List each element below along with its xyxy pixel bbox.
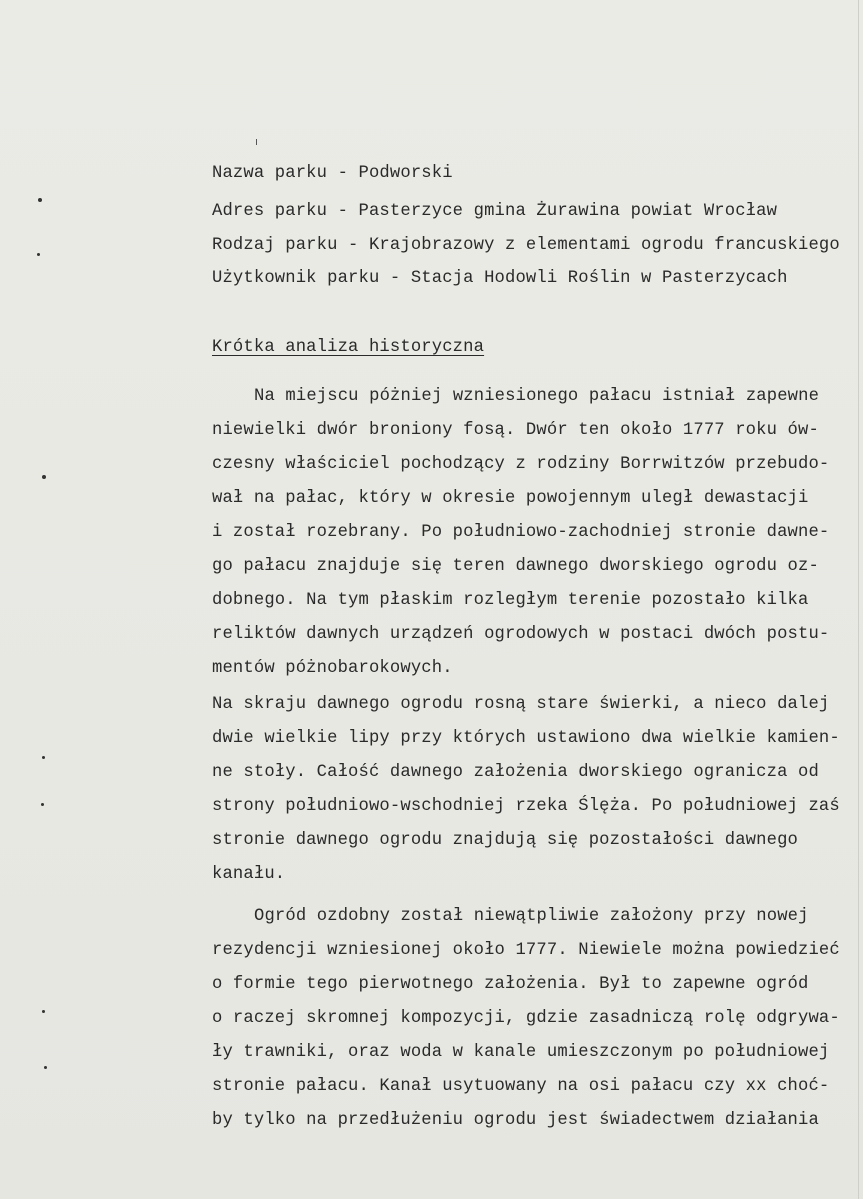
- margin-mark: [41, 803, 44, 806]
- paragraph-line: wał na pałac, który w okresie powojennym uległ dewastacji: [212, 489, 809, 508]
- paragraph-line: dwie wielkie lipy przy których ustawiono dwa wielkie kamien-: [212, 729, 840, 748]
- header-park-user: Użytkownik parku - Stacja Hodowli Roślin w Pasterzycach: [212, 269, 788, 288]
- header-park-name: Nazwa parku - Podworski: [212, 164, 453, 183]
- page-edge: [858, 0, 859, 1199]
- paragraph-line: stronie dawnego ogrodu znajdują się pozostałości dawnego: [212, 831, 798, 850]
- paragraph-line: go pałacu znajduje się teren dawnego dworskiego ogrodu oz-: [212, 557, 819, 576]
- paragraph-line: o raczej skromnej kompozycji, gdzie zasadniczą rolę odgrywa-: [212, 1009, 840, 1028]
- paragraph-line: rezydencji wzniesionej około 1777. Niewiele można powiedzieć: [212, 941, 840, 960]
- section-title: Krótka analiza historyczna: [212, 338, 485, 357]
- paragraph-line: Na miejscu póżniej wzniesionego pałacu istniał zapewne: [254, 387, 820, 406]
- paragraph-line: strony południowo-wschodniej rzeka Ślęża. Po południowej zaś: [212, 797, 840, 816]
- stray-mark: [256, 139, 257, 145]
- header-park-type: Rodzaj parku - Krajobrazowy z elementami ogrodu francuskiego: [212, 236, 840, 255]
- margin-mark: [38, 198, 42, 202]
- paragraph-line: o formie tego pierwotnego założenia. Był to zapewne ogród: [212, 975, 809, 994]
- paragraph-line: reliktów dawnych urządzeń ogrodowych w postaci dwóch postu-: [212, 625, 830, 644]
- paragraph-line: dobnego. Na tym płaskim rozległym terenie pozostało kilka: [212, 591, 809, 610]
- paragraph-line: by tylko na przedłużeniu ogrodu jest świadectwem działania: [212, 1111, 819, 1130]
- paragraph-line: i został rozebrany. Po południowo-zachodniej stronie dawne-: [212, 523, 830, 542]
- header-park-address: Adres parku - Pasterzyce gmina Żurawina powiat Wrocław: [212, 202, 778, 221]
- margin-mark: [44, 1066, 47, 1069]
- paragraph-line: kanału.: [212, 865, 286, 884]
- paragraph-line: Na skraju dawnego ogrodu rosną stare świerki, a nieco dalej: [212, 695, 830, 714]
- paragraph-line: stronie pałacu. Kanał usytuowany na osi pałacu czy xx choć-: [212, 1077, 830, 1096]
- paragraph-line: Ogród ozdobny został niewątpliwie założony przy nowej: [254, 907, 809, 926]
- margin-mark: [42, 756, 45, 759]
- paragraph-line: niewielki dwór broniony fosą. Dwór ten około 1777 roku ów-: [212, 421, 819, 440]
- paragraph-line: ne stoły. Całość dawnego założenia dworskiego ogranicza od: [212, 763, 819, 782]
- margin-mark: [37, 253, 40, 256]
- margin-mark: [42, 475, 46, 479]
- margin-mark: [42, 1010, 45, 1013]
- paragraph-line: ły trawniki, oraz woda w kanale umieszczonym po południowej: [212, 1043, 830, 1062]
- paragraph-line: mentów póżnobarokowych.: [212, 659, 453, 678]
- paragraph-line: czesny właściciel pochodzący z rodziny Borrwitzów przebudo-: [212, 455, 830, 474]
